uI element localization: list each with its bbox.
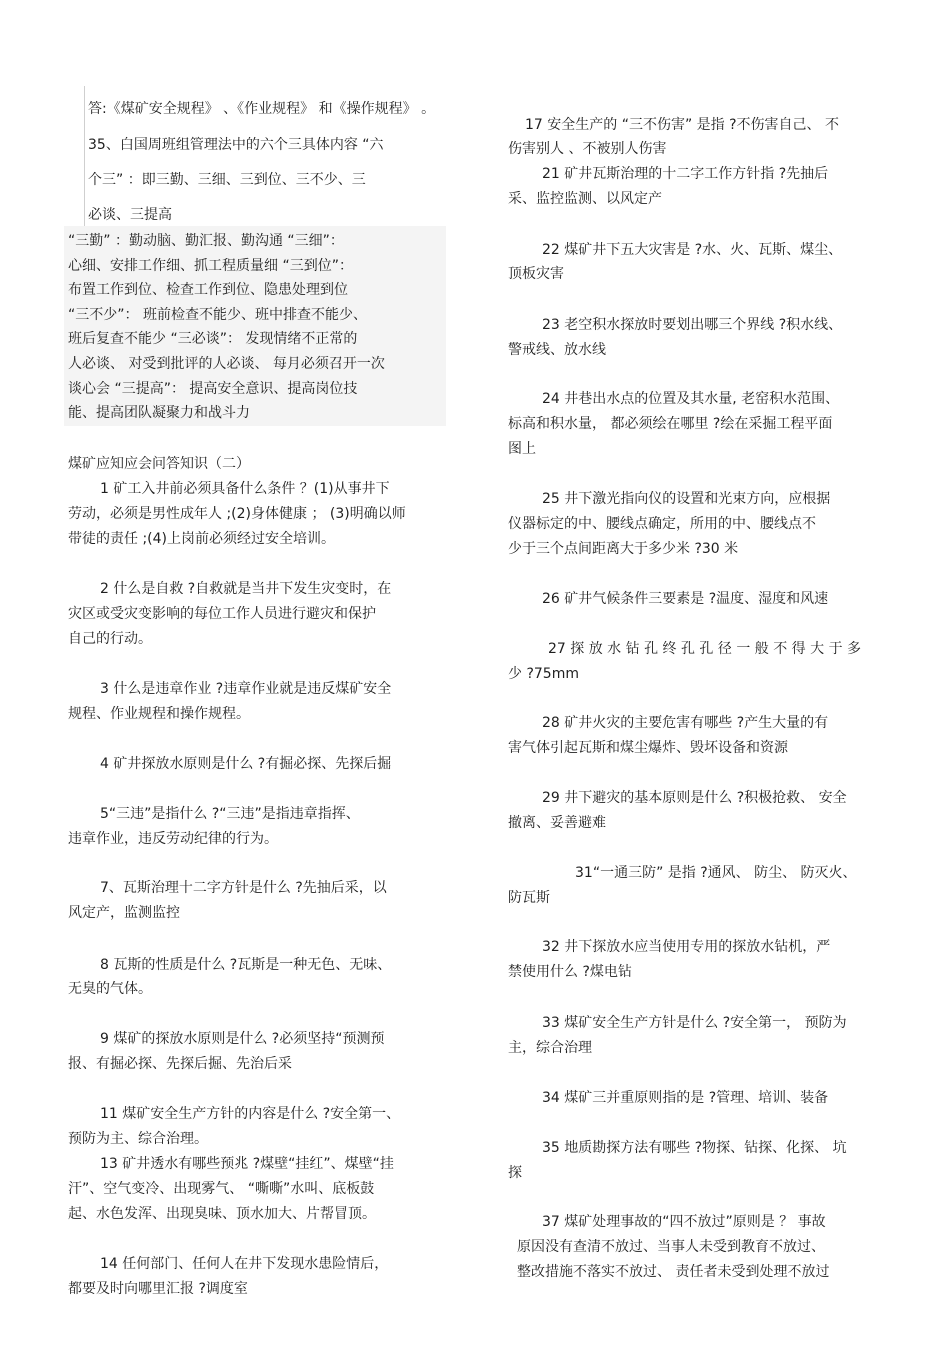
qa-line: 都要及时向哪里汇报 ?调度室	[68, 1281, 248, 1297]
qa-line: 33 煤矿安全生产方针是什么 ?安全第一， 预防为	[542, 1015, 847, 1031]
box-line: 布置工作到位、检查工作到位、隐患处理到位	[68, 282, 348, 298]
qa-line: 主，综合治理	[508, 1040, 592, 1056]
left-top-line: 个三” ：即三勤、三细、三到位、三不少、三	[88, 172, 366, 188]
box-line: 心细、安排工作细、抓工程质量细 “三到位”：	[68, 258, 353, 274]
qa-line: 害气体引起瓦斯和煤尘爆炸、毁坏设备和资源	[508, 740, 788, 756]
qa-line: 带徒的责任 ;(4)上岗前必须经过安全培训。	[68, 531, 335, 547]
qa-line: 图上	[508, 441, 536, 457]
qa-line: 28 矿井火灾的主要危害有哪些 ?产生大量的有	[542, 715, 829, 731]
box-line: “三不少”： 班前检查不能少、班中排查不能少、	[68, 307, 367, 323]
qa-line: 11 煤矿安全生产方针的内容是什么 ?安全第一、	[100, 1106, 401, 1122]
box-line: 能、提高团队凝聚力和战斗力	[68, 405, 250, 421]
box-line: 人必谈、 对受到批评的人必谈、 每月必须召开一次	[68, 356, 385, 372]
qa-line: 5“三违”是指什么 ?“三违”是指违章指挥、	[100, 806, 360, 822]
qa-line: 4 矿井探放水原则是什么 ?有掘必探、先探后掘	[100, 756, 392, 772]
qa-line: 17 安全生产的 “三不伤害” 是指 ?不伤害自己、 不	[525, 117, 840, 133]
margin-rule	[84, 86, 85, 226]
qa-line: 34 煤矿三并重原则指的是 ?管理、培训、装备	[542, 1090, 829, 1106]
qa-line: 14 任何部门、任何人在井下发现水患险情后，	[100, 1256, 389, 1272]
qa-line: 8 瓦斯的性质是什么 ?瓦斯是一种无色、无味、	[100, 957, 392, 973]
qa-line: 31“一通三防” 是指 ?通风、 防尘、 防灭火、	[575, 865, 857, 881]
qa-line: 风定产，监测监控	[68, 905, 180, 921]
qa-line: 原因没有查清不放过、当事人未受到教育不放过、	[517, 1239, 825, 1255]
box-line: 谈心会 “三提高”： 提高安全意识、提高岗位技	[68, 381, 358, 397]
qa-line: 违章作业，违反劳动纪律的行为。	[68, 831, 278, 847]
qa-line: 35 地质勘探方法有哪些 ?物探、钻探、化探、 坑	[542, 1140, 847, 1156]
qa-line: 无臭的气体。	[68, 981, 152, 997]
qa-line: 劳动，必须是男性成年人 ;(2)身体健康 ； (3)明确以师	[68, 506, 406, 522]
left-top-line: 必谈、三提高	[88, 207, 172, 223]
qa-line: 25 井下激光指向仪的设置和光束方向，应根据	[542, 491, 831, 507]
qa-line: 29 井下避灾的基本原则是什么 ?积极抢救、 安全	[542, 790, 847, 806]
qa-line: 9 煤矿的探放水原则是什么 ?必须坚持“预测预	[100, 1031, 385, 1047]
qa-line: 27 探 放 水 钻 孔 终 孔 孔 径 一 般 不 得 大 于 多	[548, 641, 862, 657]
qa-line: 自己的行动。	[68, 631, 152, 647]
qa-line: 22 煤矿井下五大灾害是 ?水、火、瓦斯、煤尘、	[542, 242, 843, 258]
left-top-line: 答:《煤矿安全规程》 、《作业规程》 和《操作规程》 。	[88, 101, 436, 117]
qa-line: 标高和积水量， 都必须绘在哪里 ?绘在采掘工程平面	[508, 416, 833, 432]
qa-line: 撤离、妥善避难	[508, 815, 606, 831]
qa-line: 少于三个点间距离大于多少米 ?30 米	[508, 541, 739, 557]
qa-line: 警戒线、放水线	[508, 342, 606, 358]
qa-line: 3 什么是违章作业 ?违章作业就是违反煤矿安全	[100, 681, 392, 697]
qa-line: 24 井巷出水点的位置及其水量, 老窑积水范围、	[542, 391, 840, 407]
qa-line: 仪器标定的中、腰线点确定，所用的中、腰线点不	[508, 516, 816, 532]
qa-line: 37 煤矿处理事故的“四不放过”原则是 ？ 事故	[542, 1214, 826, 1230]
qa-line: 1 矿工入井前必须具备什么条件 ？(1)从事井下	[100, 481, 390, 497]
qa-line: 少 ?75mm	[508, 666, 579, 682]
left-top-line: 35、白国周班组管理法中的六个三具体内容 “六	[88, 137, 384, 153]
qa-line: 伤害别人 、不被别人伤害	[508, 141, 667, 157]
qa-line: 26 矿井气候条件三要素是 ?温度、湿度和风速	[542, 591, 829, 607]
qa-line: 预防为主、综合治理。	[68, 1131, 208, 1147]
qa-line: 整改措施不落实不放过、 责任者未受到处理不放过	[517, 1264, 830, 1280]
qa-line: 防瓦斯	[508, 890, 550, 906]
qa-line: 探	[508, 1165, 522, 1181]
qa-line: 顶板灾害	[508, 266, 564, 282]
section-title: 煤矿应知应会问答知识（二）	[68, 456, 250, 472]
box-line: “三勤” ：勤动脑、勤汇报、勤沟通 “三细”：	[68, 233, 344, 249]
qa-line: 23 老空积水探放时要划出哪三个界线 ?积水线、	[542, 317, 843, 333]
qa-line: 规程、作业规程和操作规程。	[68, 706, 250, 722]
qa-line: 禁使用什么 ?煤电钻	[508, 964, 632, 980]
box-line: 班后复查不能少 “三必谈”： 发现情绪不正常的	[68, 331, 358, 347]
qa-line: 2 什么是自救 ?自救就是当井下发生灾变时，在	[100, 581, 392, 597]
qa-line: 采、监控监测、以风定产	[508, 191, 662, 207]
qa-line: 21 矿井瓦斯治理的十二字工作方针指 ?先抽后	[542, 166, 829, 182]
qa-line: 7、瓦斯治理十二字方针是什么 ?先抽后采，以	[100, 880, 387, 896]
qa-line: 汗”、空气变冷、出现雾气、 “嘶嘶”水叫、底板鼓	[68, 1181, 375, 1197]
qa-line: 灾区或受灾变影响的每位工作人员进行避灾和保护	[68, 606, 376, 622]
qa-line: 13 矿井透水有哪些预兆 ?煤壁“挂红”、煤壁“挂	[100, 1156, 394, 1172]
qa-line: 报、有掘必探、先探后掘、先治后采	[68, 1056, 292, 1072]
qa-line: 起、水色发浑、出现臭味、顶水加大、片帮冒顶。	[68, 1206, 376, 1222]
qa-line: 32 井下探放水应当使用专用的探放水钻机，严	[542, 939, 831, 955]
